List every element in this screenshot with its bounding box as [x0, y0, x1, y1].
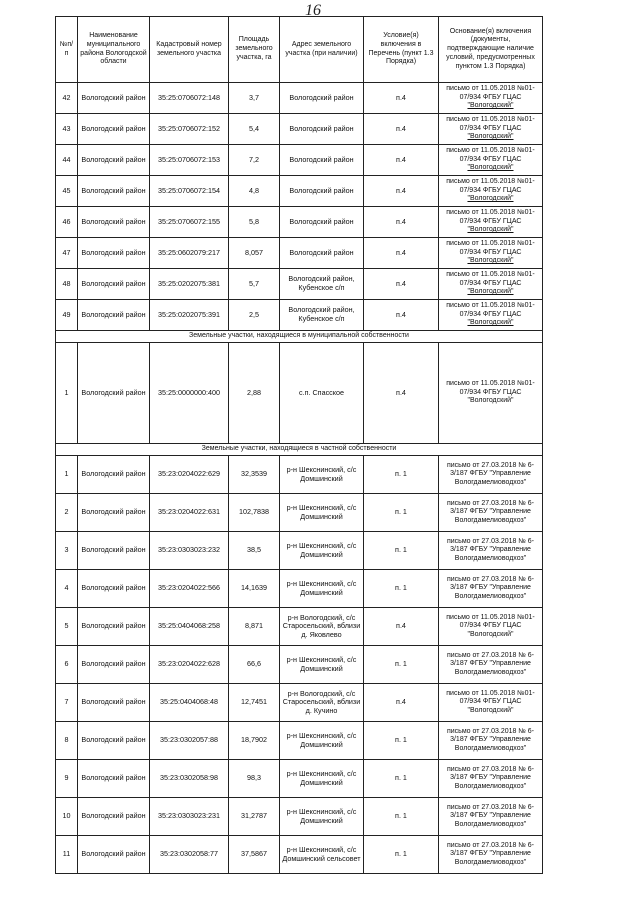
cell-basis [439, 300, 543, 331]
cell-district: Вологодский район [78, 760, 150, 798]
cell-cadastral: 35:23:0204022:629 [150, 456, 229, 494]
cell-district: Вологодский район [78, 722, 150, 760]
basis-organization: "Вологодский" [467, 288, 514, 296]
table-row [56, 684, 543, 722]
cell-condition: п.4 [364, 684, 439, 722]
cell-num: 43 [56, 114, 78, 145]
cell-condition: п. 1 [364, 456, 439, 494]
cell-condition: п. 1 [364, 722, 439, 760]
cell-cadastral: 35:25:0706072:153 [150, 145, 229, 176]
cell-district: Вологодский район [78, 145, 150, 176]
cell-cadastral: 35:25:0404068:258 [150, 608, 229, 646]
basis-organization: "Вологодский" [467, 226, 514, 234]
land-plots-table [55, 16, 543, 874]
table-row [56, 570, 543, 608]
cell-basis: письмо от 27.03.2018 № 6-3/187 ФГБУ "Управление Вологдамелиоводхоз" [439, 760, 543, 798]
table-row [56, 176, 543, 207]
cell-area: 5,8 [229, 207, 280, 238]
cell-condition: п.4 [364, 300, 439, 331]
table-row [56, 494, 543, 532]
header-row [56, 17, 543, 83]
cell-district: Вологодский район [78, 684, 150, 722]
table-row [56, 300, 543, 331]
cell-area: 7,2 [229, 145, 280, 176]
cell-cadastral: 35:23:0302058:77 [150, 836, 229, 874]
basis-organization: "Вологодский" [467, 319, 514, 327]
cell-cadastral: 35:25:0602079:217 [150, 238, 229, 269]
cell-basis: письмо от 27.03.2018 № 6-3/187 ФГБУ "Управление Вологдамелиоводхоз" [439, 836, 543, 874]
cell-num: 7 [56, 684, 78, 722]
cell-area: 102,7838 [229, 494, 280, 532]
cell-condition: п. 1 [364, 836, 439, 874]
cell-basis: письмо от 11.05.2018 №01-07/934 ФГБУ ГЦАС "Вологодский" [439, 608, 543, 646]
table-row [56, 836, 543, 874]
cell-address: р-н Шекснинский, с/с Домшинский [280, 456, 364, 494]
cell-address: р-н Вологодский, с/с Старосельский, вблизи д. Яковлево [280, 608, 364, 646]
cell-condition: п. 1 [364, 494, 439, 532]
cell-address: Вологодский район [280, 238, 364, 269]
header-area: Площадь земельного участка, га [229, 17, 280, 83]
basis-organization: "Вологодский" [467, 257, 514, 265]
basis-letter: письмо от 11.05.2018 №01-07/934 ФГБУ ГЦАС [446, 85, 535, 101]
header-condition: Условие(я) включения в Перечень (пункт 1.3 Порядка) [364, 17, 439, 83]
cell-address: Вологодский район, Кубенское с/п [280, 300, 364, 331]
cell-area: 4,8 [229, 176, 280, 207]
cell-num: 11 [56, 836, 78, 874]
cell-district: Вологодский район [78, 836, 150, 874]
cell-num: 46 [56, 207, 78, 238]
table-row [56, 532, 543, 570]
basis-letter: письмо от 11.05.2018 №01-07/934 ФГБУ ГЦАС [446, 240, 535, 256]
basis-organization: "Вологодский" [467, 164, 514, 172]
section-municipal: Земельные участки, находящиеся в муниципальной собственности [56, 331, 543, 343]
cell-address: Вологодский район [280, 114, 364, 145]
cell-area: 3,7 [229, 83, 280, 114]
cell-basis [439, 176, 543, 207]
cell-district: Вологодский район [78, 798, 150, 836]
cell-basis: письмо от 11.05.2018 №01-07/934 ФГБУ ГЦАС "Вологодский" [439, 684, 543, 722]
cell-cadastral: 35:23:0204022:566 [150, 570, 229, 608]
cell-district: Вологодский район [78, 570, 150, 608]
page-number: 16 [305, 2, 321, 19]
cell-area: 2,88 [229, 343, 280, 444]
cell-num: 4 [56, 570, 78, 608]
cell-district: Вологодский район [78, 456, 150, 494]
cell-condition: п.4 [364, 83, 439, 114]
cell-address: Вологодский район [280, 207, 364, 238]
basis-letter: письмо от 11.05.2018 №01-07/934 ФГБУ ГЦАС [446, 147, 535, 163]
cell-cadastral: 35:25:0404068:48 [150, 684, 229, 722]
cell-condition: п.4 [364, 269, 439, 300]
cell-address: р-н Шекснинский, с/с Домшинский сельсовет [280, 836, 364, 874]
cell-area: 32,3539 [229, 456, 280, 494]
cell-num: 1 [56, 456, 78, 494]
cell-condition: п.4 [364, 608, 439, 646]
cell-address: р-н Шекснинский, с/с Домшинский [280, 722, 364, 760]
basis-letter: письмо от 11.05.2018 №01-07/934 ФГБУ ГЦАС [446, 302, 535, 318]
cell-condition: п. 1 [364, 798, 439, 836]
cell-cadastral: 35:25:0202075:381 [150, 269, 229, 300]
table-row [56, 798, 543, 836]
cell-condition: п. 1 [364, 570, 439, 608]
header-cadastral: Кадастровый номер земельного участка [150, 17, 229, 83]
cell-cadastral: 35:23:0204022:631 [150, 494, 229, 532]
cell-num: 8 [56, 722, 78, 760]
table-row [56, 145, 543, 176]
cell-num: 44 [56, 145, 78, 176]
cell-cadastral: 35:25:0202075:391 [150, 300, 229, 331]
basis-letter: письмо от 11.05.2018 №01-07/934 ФГБУ ГЦАС [446, 209, 535, 225]
cell-area: 66,6 [229, 646, 280, 684]
cell-condition: п. 1 [364, 760, 439, 798]
cell-condition: п.4 [364, 176, 439, 207]
cell-condition: п.4 [364, 343, 439, 444]
cell-num: 42 [56, 83, 78, 114]
cell-num: 3 [56, 532, 78, 570]
cell-num: 45 [56, 176, 78, 207]
basis-letter: письмо от 11.05.2018 №01-07/934 ФГБУ ГЦАС [446, 271, 535, 287]
cell-district: Вологодский район [78, 269, 150, 300]
cell-district: Вологодский район [78, 646, 150, 684]
basis-organization: "Вологодский" [467, 133, 514, 141]
header-district: Наименование муниципального района Вологодской области [78, 17, 150, 83]
cell-address: р-н Шекснинский, с/с Домшинский [280, 798, 364, 836]
cell-district: Вологодский район [78, 238, 150, 269]
table-row [56, 456, 543, 494]
cell-basis: письмо от 27.03.2018 № 6-3/187 ФГБУ "Управление Вологдамелиоводхоз" [439, 570, 543, 608]
cell-cadastral: 35:23:0303023:232 [150, 532, 229, 570]
cell-cadastral: 35:25:0706072:148 [150, 83, 229, 114]
cell-num: 48 [56, 269, 78, 300]
cell-address: р-н Шекснинский, с/с Домшинский [280, 646, 364, 684]
cell-address: Вологодский район [280, 176, 364, 207]
cell-basis [439, 114, 543, 145]
cell-area: 18,7902 [229, 722, 280, 760]
cell-address: р-н Шекснинский, с/с Домшинский [280, 760, 364, 798]
cell-cadastral: 35:23:0204022:628 [150, 646, 229, 684]
cell-area: 14,1639 [229, 570, 280, 608]
basis-organization: "Вологодский" [467, 195, 514, 203]
cell-cadastral: 35:25:0706072:155 [150, 207, 229, 238]
cell-num: 10 [56, 798, 78, 836]
cell-area: 2,5 [229, 300, 280, 331]
cell-basis [439, 207, 543, 238]
cell-area: 31,2787 [229, 798, 280, 836]
cell-area: 5,7 [229, 269, 280, 300]
cell-area: 8,057 [229, 238, 280, 269]
basis-letter: письмо от 11.05.2018 №01-07/934 ФГБУ ГЦАС [446, 116, 535, 132]
cell-district: Вологодский район [78, 532, 150, 570]
cell-cadastral: 35:23:0302058:98 [150, 760, 229, 798]
cell-area: 98,3 [229, 760, 280, 798]
cell-basis [439, 269, 543, 300]
header-num: №п/п [56, 17, 78, 83]
cell-district: Вологодский район [78, 608, 150, 646]
section-private: Земельные участки, находящиеся в частной собственности [56, 444, 543, 456]
cell-district: Вологодский район [78, 83, 150, 114]
cell-area: 37,5867 [229, 836, 280, 874]
cell-address: р-н Шекснинский, с/с Домшинский [280, 532, 364, 570]
cell-condition: п. 1 [364, 532, 439, 570]
cell-area: 8,871 [229, 608, 280, 646]
cell-condition: п.4 [364, 238, 439, 269]
cell-address: с.п. Спасское [280, 343, 364, 444]
cell-condition: п.4 [364, 207, 439, 238]
table-row [56, 608, 543, 646]
cell-area: 38,5 [229, 532, 280, 570]
cell-area: 5,4 [229, 114, 280, 145]
cell-address: р-н Шекснинский, с/с Домшинский [280, 570, 364, 608]
table-row [56, 83, 543, 114]
table-row [56, 238, 543, 269]
cell-address: р-н Шекснинский, с/с Домшинский [280, 494, 364, 532]
cell-district: Вологодский район [78, 114, 150, 145]
basis-letter: письмо от 11.05.2018 №01-07/934 ФГБУ ГЦАС [446, 178, 535, 194]
cell-basis: письмо от 27.03.2018 № 6-3/187 ФГБУ "Управление Вологдамелиоводхоз" [439, 456, 543, 494]
cell-num: 1 [56, 343, 78, 444]
cell-condition: п.4 [364, 114, 439, 145]
cell-num: 9 [56, 760, 78, 798]
cell-basis: письмо от 27.03.2018 № 6-3/187 ФГБУ "Управление Вологдамелиоводхоз" [439, 798, 543, 836]
cell-num: 2 [56, 494, 78, 532]
cell-basis: письмо от 27.03.2018 № 6-3/187 ФГБУ "Управление Вологдамелиоводхоз" [439, 532, 543, 570]
cell-basis: письмо от 27.03.2018 № 6-3/187 ФГБУ "Управление Вологдамелиоводхоз" [439, 646, 543, 684]
basis-organization: "Вологодский" [467, 102, 514, 110]
cell-address: р-н Вологодский, с/с Старосельский, вблизи д. Кучино [280, 684, 364, 722]
cell-cadastral: 35:25:0706072:152 [150, 114, 229, 145]
cell-basis [439, 145, 543, 176]
cell-condition: п.4 [364, 145, 439, 176]
table-row [56, 207, 543, 238]
header-address: Адрес земельного участка (при наличии) [280, 17, 364, 83]
cell-cadastral: 35:23:0302057:88 [150, 722, 229, 760]
cell-basis: письмо от 27.03.2018 № 6-3/187 ФГБУ "Управление Вологдамелиоводхоз" [439, 722, 543, 760]
cell-district: Вологодский район [78, 343, 150, 444]
cell-district: Вологодский район [78, 176, 150, 207]
cell-cadastral: 35:23:0303023:231 [150, 798, 229, 836]
table-row [56, 269, 543, 300]
cell-basis: письмо от 27.03.2018 № 6-3/187 ФГБУ "Управление Вологдамелиоводхоз" [439, 494, 543, 532]
cell-cadastral: 35:25:0706072:154 [150, 176, 229, 207]
cell-num: 5 [56, 608, 78, 646]
table-row [56, 114, 543, 145]
cell-basis: письмо от 11.05.2018 №01-07/934 ФГБУ ГЦАС "Вологодский" [439, 343, 543, 444]
cell-basis [439, 238, 543, 269]
cell-address: Вологодский район [280, 83, 364, 114]
cell-basis [439, 83, 543, 114]
table-row [56, 646, 543, 684]
cell-num: 6 [56, 646, 78, 684]
header-basis: Основание(я) включения (документы, подтверждающие наличие условий, предусмотренных пунктом 1.3 Порядка) [439, 17, 543, 83]
cell-district: Вологодский район [78, 300, 150, 331]
cell-district: Вологодский район [78, 494, 150, 532]
table-row [56, 343, 543, 444]
cell-condition: п. 1 [364, 646, 439, 684]
table-row [56, 722, 543, 760]
cell-address: Вологодский район, Кубенское с/п [280, 269, 364, 300]
cell-num: 49 [56, 300, 78, 331]
cell-num: 47 [56, 238, 78, 269]
cell-cadastral: 35:25:0000000:400 [150, 343, 229, 444]
cell-area: 12,7451 [229, 684, 280, 722]
cell-address: Вологодский район [280, 145, 364, 176]
cell-district: Вологодский район [78, 207, 150, 238]
table-row [56, 760, 543, 798]
